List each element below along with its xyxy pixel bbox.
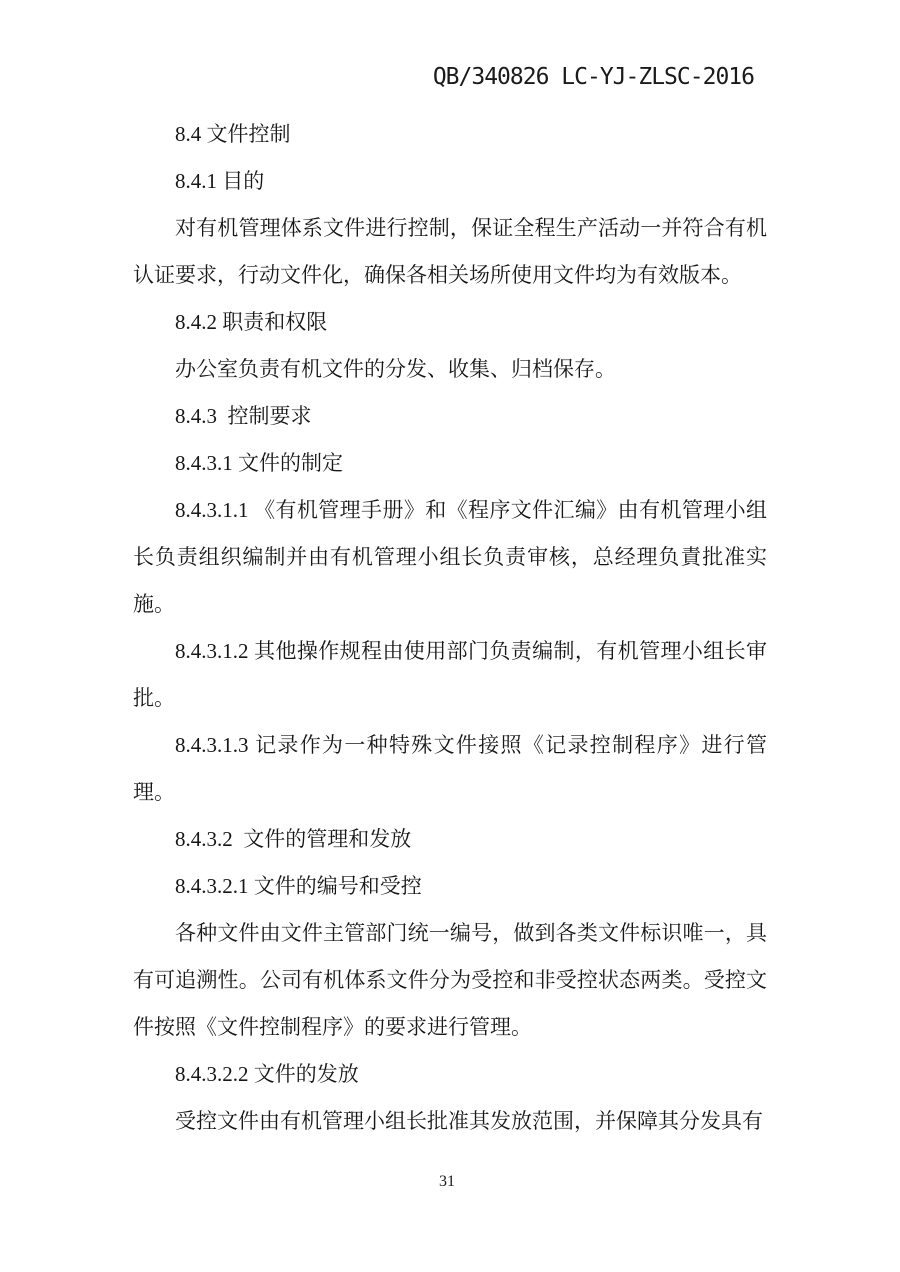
paragraph-8-4-3-1-2: 8.4.3.1.2 其他操作规程由使用部门负责编制，有机管理小组长审批。 [133,639,767,710]
section-heading-8-4-2: 8.4.2 职责和权限 [175,310,328,334]
paragraph-8-4-3-1-3: 8.4.3.1.3 记录作为一种特殊文件接照《记录控制程序》进行管理。 [133,733,767,804]
document-body [133,111,767,1145]
section-heading-8-4: 8.4 文件控制 [175,122,291,146]
paragraph-purpose: 对有机管理体系文件进行控制，保证全程生产活动一并符合有机认证要求，行动文件化，确保各相关场所使用文件均为有效版本。 [133,216,767,287]
paragraph-numbering-control: 各种文件由文件主管部门统一编号，做到各类文件标识唯一，具有可追溯性。公司有机体系文件分为受控和非受控状态两类。受控文件按照《文件控制程序》的要求进行管理。 [133,921,767,1039]
section-heading-8-4-3: 8.4.3 控制要求 [175,404,312,428]
section-heading-8-4-1: 8.4.1 目的 [175,169,265,193]
paragraph-distribution: 受控文件由有机管理小组长批准其发放范围，并保障其分发具有 [175,1109,763,1133]
section-heading-8-4-3-1: 8.4.3.1 文件的制定 [175,451,343,475]
section-heading-8-4-3-2-2: 8.4.3.2.2 文件的发放 [175,1062,359,1086]
page-number: 31 [439,1173,455,1190]
paragraph-8-4-3-1-1: 8.4.3.1.1 《有机管理手册》和《程序文件汇编》由有机管理小组长负责组织编制并由有机管理小组长负责审核，总经理负責批准实施。 [133,498,767,616]
section-heading-8-4-3-2: 8.4.3.2 文件的管理和发放 [175,827,412,851]
document-code-header: QB/340826 LC-YJ-ZLSC-2016 [432,64,754,90]
paragraph-responsibility: 办公室负责有机文件的分发、收集、归档保存。 [175,357,616,381]
section-heading-8-4-3-2-1: 8.4.3.2.1 文件的编号和受控 [175,874,422,898]
